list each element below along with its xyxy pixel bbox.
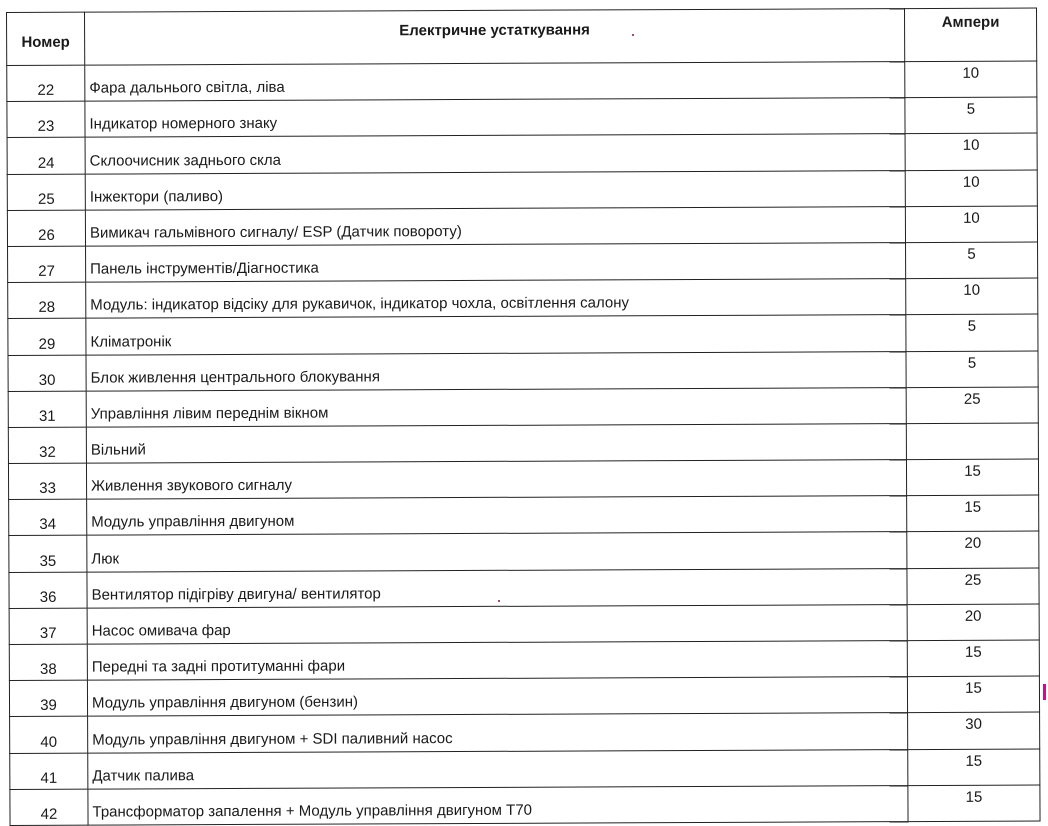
amperes-cell: 10 xyxy=(905,170,1037,207)
equipment-cell: Вільний xyxy=(86,423,906,463)
fuse-number-cell: 42 xyxy=(10,789,88,826)
fuse-number-cell: 41 xyxy=(10,753,88,790)
amperes-cell: 25 xyxy=(906,387,1038,424)
amperes-cell: 30 xyxy=(908,712,1040,749)
table-row xyxy=(7,133,1037,174)
equipment-cell: Інжектори (паливо) xyxy=(85,170,905,210)
fuse-number-cell: 23 xyxy=(7,101,85,138)
table-row xyxy=(9,568,1039,609)
table-row xyxy=(9,531,1039,572)
table-row xyxy=(8,278,1038,319)
equipment-cell: Фара дальнього світла, ліва xyxy=(85,62,905,102)
table-row xyxy=(10,712,1040,753)
equipment-cell: Модуль управління двигуном xyxy=(87,496,907,536)
header-amperes: Ампери xyxy=(904,8,1036,62)
table-row xyxy=(8,387,1038,428)
amperes-cell: 10 xyxy=(905,206,1037,243)
fuse-number-cell: 25 xyxy=(7,174,85,211)
fuse-number-cell: 36 xyxy=(9,572,87,609)
equipment-cell: Блок живлення центрального блокування xyxy=(86,351,906,391)
fuse-number-cell: 27 xyxy=(8,246,86,283)
equipment-cell: Кліматронік xyxy=(86,315,906,355)
amperes-cell: 10 xyxy=(906,278,1038,315)
equipment-cell: Вимикач гальмівного сигналу/ ESP (Датчик повороту) xyxy=(85,206,905,246)
header-equipment: Електричне устаткування xyxy=(85,9,905,66)
table-row xyxy=(9,604,1039,645)
amperes-cell: 10 xyxy=(905,133,1037,170)
equipment-cell: Люк xyxy=(87,532,907,572)
table-row xyxy=(9,640,1039,681)
equipment-cell: Модуль: індикатор відсіку для рукавичок, індикатор чохла, освітлення салону xyxy=(86,279,906,319)
equipment-cell: Датчик палива xyxy=(88,749,908,789)
header-number: Номер xyxy=(7,12,85,65)
equipment-cell: Вентилятор підігріву двигуна/ вентилятор xyxy=(87,568,907,608)
table-row xyxy=(9,676,1039,717)
table-row xyxy=(7,206,1037,247)
table-row xyxy=(8,242,1038,283)
scan-speck xyxy=(498,600,500,602)
fuse-number-cell: 40 xyxy=(10,717,88,754)
fuse-number-cell: 39 xyxy=(9,680,87,717)
amperes-cell: 20 xyxy=(907,531,1039,568)
fuse-number-cell: 29 xyxy=(8,318,86,355)
amperes-cell: 5 xyxy=(906,242,1038,279)
fuse-number-cell: 24 xyxy=(7,138,85,175)
amperes-cell: 15 xyxy=(907,676,1039,713)
equipment-cell: Трансформатор запалення + Модуль управління двигуном T70 xyxy=(88,785,908,825)
amperes-cell: 15 xyxy=(908,749,1040,786)
amperes-cell: 15 xyxy=(907,640,1039,677)
table-row xyxy=(7,97,1037,138)
table-row xyxy=(8,459,1038,500)
scan-speck xyxy=(632,34,634,36)
fuse-number-cell: 32 xyxy=(8,427,86,464)
fuse-number-cell: 26 xyxy=(7,210,85,247)
edge-color-mark xyxy=(1043,684,1046,700)
table-row xyxy=(9,495,1039,536)
fuse-number-cell: 33 xyxy=(8,463,86,500)
table-header-row xyxy=(7,8,1037,65)
table-row xyxy=(7,170,1037,211)
amperes-cell: 5 xyxy=(905,97,1037,134)
equipment-cell: Модуль управління двигуном + SDI паливний насос xyxy=(88,713,908,753)
equipment-cell: Модуль управління двигуном (бензин) xyxy=(87,677,907,717)
table-row xyxy=(10,785,1040,826)
table-body xyxy=(7,61,1040,825)
equipment-cell: Управління лівим переднім вікном xyxy=(86,387,906,427)
equipment-cell: Панель інструментів/Діагностика xyxy=(86,243,906,283)
amperes-cell: 5 xyxy=(906,351,1038,388)
table-row xyxy=(8,423,1038,464)
fuse-number-cell: 35 xyxy=(9,536,87,573)
fuse-number-cell: 31 xyxy=(8,391,86,428)
fuse-number-cell: 30 xyxy=(8,355,86,392)
equipment-cell: Індикатор номерного знаку xyxy=(85,98,905,138)
equipment-cell: Передні та задні протитуманні фари xyxy=(87,641,907,681)
fuse-number-cell: 34 xyxy=(9,499,87,536)
fuse-number-cell: 38 xyxy=(9,644,87,681)
table-row xyxy=(8,314,1038,355)
amperes-cell: 25 xyxy=(907,568,1039,605)
amperes-cell: 20 xyxy=(907,604,1039,641)
fuse-number-cell: 28 xyxy=(8,282,86,319)
equipment-cell: Живлення звукового сигналу xyxy=(86,460,906,500)
table-row xyxy=(7,61,1037,102)
fuse-number-cell: 22 xyxy=(7,65,85,102)
fuse-number-cell: 37 xyxy=(9,608,87,645)
amperes-cell: 5 xyxy=(906,314,1038,351)
amperes-cell xyxy=(906,423,1038,460)
table-row xyxy=(10,749,1040,790)
amperes-cell: 15 xyxy=(907,495,1039,532)
fuse-table xyxy=(6,8,1041,826)
equipment-cell: Насос омивача фар xyxy=(87,604,907,644)
amperes-cell: 15 xyxy=(908,785,1040,822)
amperes-cell: 10 xyxy=(905,61,1037,98)
amperes-cell: 15 xyxy=(906,459,1038,496)
table-row xyxy=(8,351,1038,392)
equipment-cell: Склоочисник заднього скла xyxy=(85,134,905,174)
